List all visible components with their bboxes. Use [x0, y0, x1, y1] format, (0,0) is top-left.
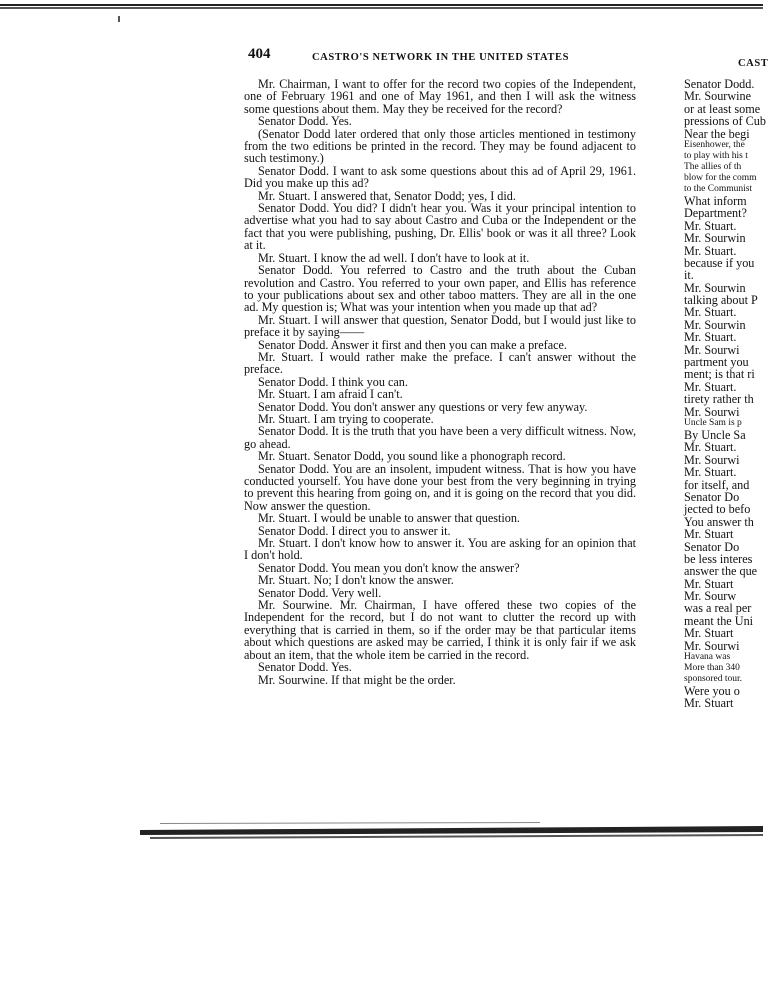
paragraph: Mr. Stuart. I am trying to cooperate. [258, 411, 434, 426]
paragraph: Senator Dodd. I think you can. [258, 374, 408, 389]
paragraph: Mr. Stuart. I don't know how to answer it. You are asking for an opinion that I don't hold. [244, 536, 636, 563]
paragraph: Mr. Sourwine. Mr. Chairman, I have offered these two copies of the Independent for the record, but I do not want to clutter the record up with everything that is carried in them, so if the order may be that particular items about which questions are asked may be carried, I think it is only fair if we ask about an item, that the whole item be carried in the record. [244, 598, 636, 662]
facing-page-line: partment you [684, 355, 749, 370]
facing-page-line: tirety rather th [684, 392, 754, 407]
paragraph: Mr. Stuart. I would be unable to answer that question. [258, 511, 520, 526]
facing-page-line: Mr. Sourwi [684, 342, 740, 357]
paragraph: Senator Dodd. Yes. [258, 660, 352, 675]
paragraph: Mr. Stuart. I am afraid I can't. [258, 387, 403, 402]
scan-mark [118, 16, 120, 22]
facing-page-line: blow for the comm [684, 172, 757, 183]
paragraph: Mr. Stuart. Senator Dodd, you sound like a phonograph record. [258, 449, 566, 464]
facing-page-line: Mr. Sourwine [684, 89, 752, 104]
facing-page-line: You answer th [684, 514, 754, 529]
paragraph: Senator Dodd. I direct you to answer it. [258, 523, 451, 538]
facing-page-line: answer the que [684, 564, 758, 579]
facing-page-line: Near the begi [684, 126, 750, 141]
facing-page-line: because if you [684, 255, 755, 270]
facing-page-running-head: CAST [738, 58, 768, 69]
paragraph: Mr. Chairman, I want to offer for the record two copies of the Independent, one of February 1961 and one of May 1961, and then I will ask the witness some questions about them. May they be received for the record? [244, 77, 636, 116]
facing-page-line: Senator Dodd. [684, 77, 755, 91]
paragraph: Senator Dodd. You did? I didn't hear you. Was it your principal intention to advertise what you had to say about Castro and Cuba or the Independent or the fact that you were publishing, pushing, Dr. Ellis' book or was it all three? Look at it. [244, 201, 636, 253]
facing-page-line: Mr. Stuart. [684, 379, 737, 394]
facing-page-line: Mr. Stuart. [684, 243, 737, 258]
facing-page-line: or at least some [684, 101, 761, 116]
paragraph: Senator Dodd. Yes. [258, 114, 352, 129]
facing-page-line: ment; is that ri [684, 367, 755, 382]
paragraph: Senator Dodd. Answer it first and then you can make a preface. [258, 337, 567, 352]
facing-page-line: Mr. Stuart. [684, 218, 737, 233]
facing-page-line: it. [684, 268, 694, 283]
paragraph: Mr. Stuart. No; I don't know the answer. [258, 573, 454, 588]
paragraph: Senator Dodd. You referred to Castro and the truth about the Cuban revolution and Castro. You referred to your own paper, and Ellis has reference to your publications about sex and other taboo matters. They are all in the one ad. My question is; What was your intention when you made up that ad? [244, 263, 636, 315]
facing-page-line: Uncle Sam is p [684, 417, 742, 428]
facing-page-line: Mr. Stuart. [684, 305, 737, 320]
facing-page-line: Mr. Stuart. [684, 440, 737, 455]
facing-page-line: Senator Do [684, 489, 740, 504]
paragraph: Mr. Stuart. I will answer that question, Senator Dodd, but I would just like to preface it by saying—— [244, 312, 636, 340]
scan-smear-artifact [140, 818, 763, 844]
running-head: CASTRO'S NETWORK IN THE UNITED STATES [312, 52, 570, 63]
facing-page-line: talking about P [684, 293, 758, 308]
facing-page-line: was a real per [684, 601, 752, 616]
facing-page-line: Havana was [684, 652, 731, 663]
facing-page-line: By Uncle Sa [684, 427, 746, 442]
facing-page-line: The allies of th [684, 161, 742, 172]
main-text-column [244, 78, 636, 686]
facing-page-line: Eisenhower, the [684, 139, 745, 150]
facing-page-line: for itself, and [684, 477, 750, 492]
facing-page-line: Were you o [684, 684, 740, 699]
paragraph: Mr. Stuart. I answered that, Senator Dodd; yes, I did. [258, 188, 516, 203]
paragraph: (Senator Dodd later ordered that only those articles mentioned in testimony from the two editions be printed in the record. They may be found adjacent to such testimony.) [244, 126, 636, 166]
facing-page-line: Mr. Sourwin [684, 231, 746, 246]
facing-page-line: Mr. Sourwin [684, 317, 746, 332]
paragraph: Senator Dodd. It is the truth that you have been a very difficult witness. Now, go ahead. [244, 424, 636, 451]
facing-page-line: Mr. Sourwi [684, 452, 740, 467]
facing-page-line: to the Communist [684, 183, 753, 194]
facing-page-line: Mr. Stuart [684, 626, 734, 641]
facing-page-line: pressions of Cub [684, 114, 766, 129]
facing-page-line: meant the Uni [684, 613, 754, 628]
paragraph: Senator Dodd. Very well. [258, 585, 382, 600]
facing-page-line: Mr. Sourwi [684, 638, 740, 653]
facing-page-line: More than 340 [684, 663, 740, 674]
facing-page-line: Mr. Stuart [684, 696, 734, 711]
facing-page-line: sponsored tour. [684, 674, 743, 685]
facing-page-line: Senator Do [684, 539, 740, 554]
facing-page-line: Mr. Sourwin [684, 280, 746, 295]
paragraph: Mr. Stuart. I would rather make the preface. I can't answer without the preface. [244, 349, 636, 377]
facing-page-line: Mr. Stuart [684, 576, 734, 591]
top-scan-rule [0, 4, 763, 10]
facing-page-line: Mr. Sourwi [684, 404, 740, 419]
facing-page-line: Mr. Stuart. [684, 330, 737, 345]
paragraph: Senator Dodd. You don't answer any questions or very few anyway. [258, 399, 588, 414]
facing-page-line: Mr. Sourw [684, 589, 737, 604]
facing-page-column [684, 77, 766, 711]
paragraph: Senator Dodd. You are an insolent, impudent witness. That is how you have conducted yourself. You have done your best from the very beginning in trying to prevent this hearing from going on, and it is going on the record that you did. Now answer the question. [244, 461, 636, 513]
paragraph: Mr. Sourwine. If that might be the order. [258, 672, 456, 687]
facing-page-line: jected to befo [684, 502, 751, 517]
facing-page-line: to play with his t [684, 150, 748, 161]
paragraph: Senator Dodd. I want to ask some questions about this ad of April 29, 1961. Did you make up this ad? [244, 163, 636, 191]
facing-page-line: Mr. Stuart. [684, 465, 737, 480]
facing-page-line: Mr. Stuart [684, 527, 734, 542]
facing-page-line: be less interes [684, 551, 753, 566]
paragraph: Mr. Stuart. I know the ad well. I don't have to look at it. [258, 250, 530, 265]
facing-page-line: Department? [684, 206, 747, 221]
facing-page-line: What inform [684, 193, 747, 208]
page-number: 404 [248, 46, 271, 62]
paragraph: Senator Dodd. You mean you don't know the answer? [258, 560, 520, 575]
